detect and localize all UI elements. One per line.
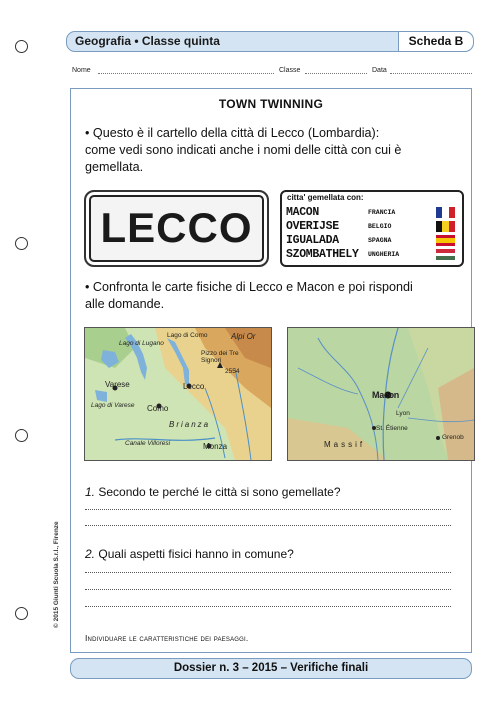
name-field-line[interactable] — [98, 73, 274, 74]
binder-hole — [15, 607, 28, 620]
twin-city-name: MACON — [286, 206, 320, 219]
map-label: Lago di Como — [167, 332, 208, 339]
question-number: 1. — [85, 485, 96, 499]
map-label: 2554 — [225, 368, 240, 375]
map-label: Grenob — [442, 434, 464, 441]
hungary-flag-icon — [436, 249, 455, 260]
question-1 — [85, 485, 341, 499]
map-label: Alpi Or — [231, 332, 256, 341]
answer-line[interactable] — [85, 589, 451, 590]
intro-line: gemellata. — [85, 160, 144, 174]
france-flag-icon — [436, 207, 455, 218]
twin-city-country: BELGIO — [368, 223, 392, 230]
worksheet-frame — [70, 88, 472, 653]
date-field-line[interactable] — [390, 73, 472, 74]
answer-line[interactable] — [85, 606, 451, 607]
twin-city-name: IGUALADA — [286, 234, 339, 247]
map-label: Canale Villoresi — [125, 440, 171, 447]
question-2 — [85, 547, 294, 561]
intro-line: • Questo è il cartello della città di Lecco (Lombardia): — [85, 126, 380, 140]
map-label: Lago di Lugano — [119, 340, 164, 347]
twin-city-name: SZOMBATHELY — [286, 248, 359, 261]
copyright-note: © 2015 Giunti Scuola S.r.l., Firenze — [53, 521, 60, 628]
page-title: TOWN TWINNING — [218, 97, 324, 111]
footer-text: Dossier n. 3 – 2015 – Verifiche finali — [173, 662, 369, 674]
lecco-town-sign — [84, 190, 269, 267]
twin-city-row — [286, 248, 458, 262]
map-label: Macon — [372, 390, 400, 400]
map-label: Massif — [324, 440, 366, 449]
belgium-flag-icon — [436, 221, 455, 232]
footer-bar — [70, 658, 472, 679]
compare-line: • Confronta le carte fisiche di Lecco e Macon e poi rispondi — [85, 280, 413, 294]
compare-paragraph — [85, 279, 465, 313]
map-label: Pizzo dei Tre Signori — [201, 350, 239, 364]
subject-label: Geografia • Classe quinta — [75, 34, 220, 48]
map-label: Varese — [105, 380, 130, 389]
map-label: Monza — [203, 442, 228, 451]
lecco-sign-text: LECCO — [100, 204, 253, 251]
class-field-label: Classe — [279, 67, 301, 74]
map-label: Lyon — [396, 410, 410, 417]
header-bar — [66, 31, 474, 52]
answer-line[interactable] — [85, 525, 451, 526]
lecco-map-graphic — [85, 328, 271, 460]
twin-city-row — [286, 234, 458, 248]
question-text: Secondo te perché le città si sono gemellate? — [98, 485, 341, 499]
macon-physical-map — [287, 327, 475, 461]
spain-flag-icon — [436, 235, 455, 246]
map-label: Como — [147, 404, 169, 413]
binder-hole — [15, 237, 28, 250]
class-field-line[interactable] — [305, 73, 367, 74]
twin-sign-header: citta' gemellata con: — [287, 193, 364, 202]
answer-line[interactable] — [85, 509, 451, 510]
map-label: Brianza — [169, 420, 211, 429]
lecco-physical-map — [84, 327, 272, 461]
twin-city-name: OVERIJSE — [286, 220, 339, 233]
twin-city-country: SPAGNA — [368, 237, 392, 244]
answer-line[interactable] — [85, 572, 451, 573]
sheet-label: Scheda B — [398, 32, 473, 51]
map-label: Lago di Varese — [91, 402, 135, 409]
binder-hole — [15, 40, 28, 53]
twin-city-row — [286, 220, 458, 234]
compare-line: alle domande. — [85, 297, 165, 311]
twin-city-row — [286, 206, 458, 220]
learning-objective: Individuare le caratteristiche dei paesaggi. — [85, 633, 249, 643]
binder-hole — [15, 429, 28, 442]
map-label: Lecco — [183, 382, 205, 391]
date-field-label: Data — [372, 67, 387, 74]
intro-paragraph — [85, 125, 465, 176]
twin-city-country: FRANCIA — [368, 209, 396, 216]
map-label: St. Étienne — [376, 425, 408, 432]
intro-line: come vedi sono indicati anche i nomi delle città con cui è — [85, 143, 402, 157]
question-text: Quali aspetti fisici hanno in comune? — [98, 547, 294, 561]
twin-cities-sign — [280, 190, 464, 267]
name-field-label: Nome — [72, 67, 91, 74]
twin-city-country: UNGHERIA — [368, 251, 400, 258]
question-number: 2. — [85, 547, 96, 561]
